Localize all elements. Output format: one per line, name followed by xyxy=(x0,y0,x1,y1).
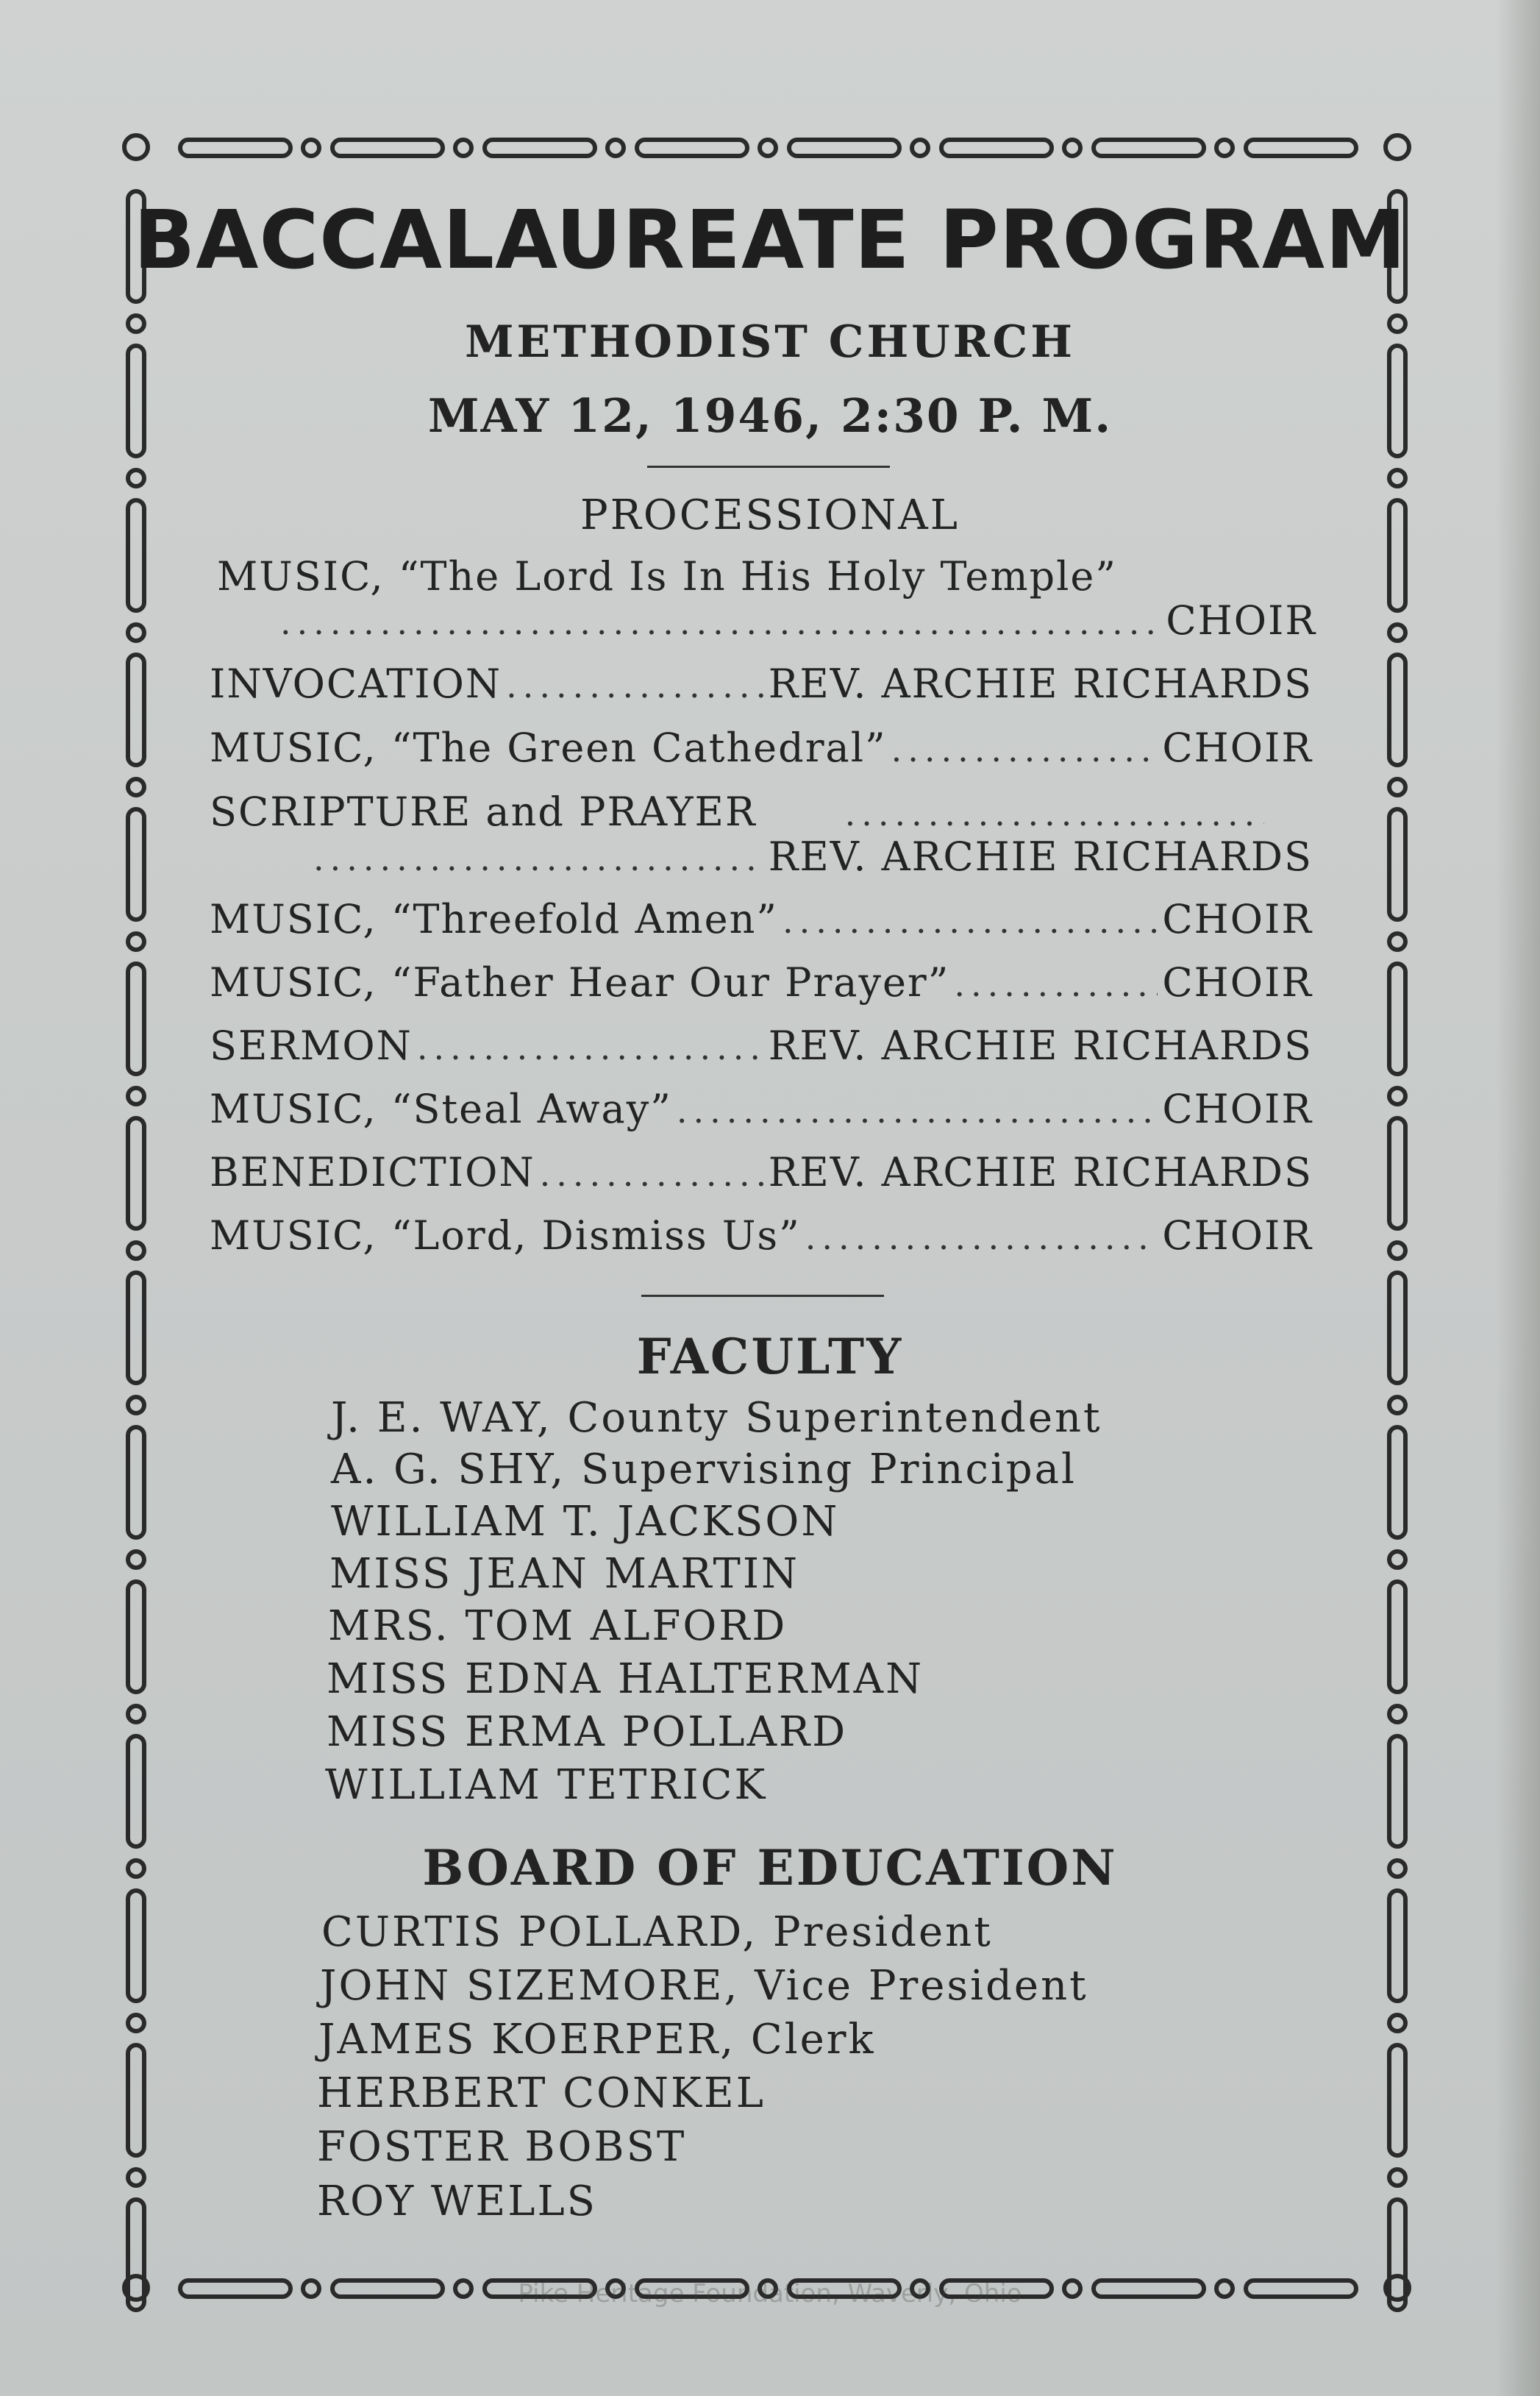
program-part: MUSIC, “Threefold Amen” xyxy=(210,896,779,942)
border-ring xyxy=(1389,1397,1405,1413)
leader-dots xyxy=(783,901,1158,941)
program-performer: REV. ARCHIE RICHARDS xyxy=(768,833,1313,880)
border-link xyxy=(1389,2045,1405,2155)
board-member: JAMES KOERPER, Clerk xyxy=(318,2016,876,2063)
watermark: Pike Heritage Foundation, Waverly, Ohio xyxy=(518,2279,1022,2308)
program-item xyxy=(210,661,1313,712)
program-item xyxy=(210,725,1313,776)
program-item xyxy=(210,789,1269,840)
program-performer: REV. ARCHIE RICHARDS xyxy=(768,661,1313,707)
border-ring xyxy=(912,140,928,156)
border-link xyxy=(1389,655,1405,765)
border-ring xyxy=(1389,2015,1405,2031)
divider xyxy=(641,1295,884,1297)
border-ring xyxy=(1064,140,1080,156)
border-ring xyxy=(1389,1243,1405,1259)
program-item-continuation xyxy=(309,833,1313,885)
border-ring xyxy=(128,1088,144,1104)
faculty-member: A. G. SHY, Supervising Principal xyxy=(331,1446,1077,1493)
processional-heading: PROCESSIONAL xyxy=(580,491,960,539)
border-ring xyxy=(128,470,144,486)
border-link xyxy=(1389,964,1405,1074)
leader-dots xyxy=(313,839,764,878)
border-ring xyxy=(1389,2169,1405,2186)
program-performer: CHOIR xyxy=(1162,896,1313,942)
border-link xyxy=(941,140,1052,156)
border-link xyxy=(128,809,144,920)
leader-dots xyxy=(506,666,764,705)
program-item xyxy=(210,896,1313,948)
faculty-member: WILLIAM TETRICK xyxy=(325,1761,768,1809)
divider xyxy=(647,466,890,468)
board-member: HERBERT CONKEL xyxy=(317,2069,766,2117)
faculty-member: MRS. TOM ALFORD xyxy=(328,1602,788,1650)
board-member: FOSTER BOBST xyxy=(317,2123,687,2171)
leader-dots xyxy=(280,602,1161,642)
church-name: METHODIST CHURCH xyxy=(465,316,1075,368)
faculty-member: J. E. WAY, County Superintendent xyxy=(331,1394,1102,1442)
border-corner xyxy=(1386,135,1409,159)
leader-dots xyxy=(540,1154,764,1194)
program-performer: REV. ARCHIE RICHARDS xyxy=(768,1023,1313,1069)
border-ring xyxy=(128,1243,144,1259)
program-part: MUSIC, “The Lord Is In His Holy Temple” xyxy=(217,553,1117,600)
faculty-member: WILLIAM T. JACKSON xyxy=(331,1498,840,1546)
border-corner xyxy=(124,135,148,159)
program-part: BENEDICTION xyxy=(210,1149,535,1195)
program-item xyxy=(210,959,1313,1011)
border-ring xyxy=(1389,1706,1405,1722)
border-ring xyxy=(128,779,144,795)
program-item xyxy=(210,1149,1313,1201)
program-part: INVOCATION xyxy=(210,661,502,707)
border-ring xyxy=(128,2015,144,2031)
program-part: SCRIPTURE and PRAYER xyxy=(210,789,757,835)
program-item xyxy=(210,1086,1313,1137)
program-performer: CHOIR xyxy=(1162,1212,1313,1259)
border-ring xyxy=(303,140,319,156)
program-performer: REV. ARCHIE RICHARDS xyxy=(768,1149,1313,1195)
leader-dots xyxy=(954,964,1158,1004)
border-link xyxy=(128,1582,144,1692)
border-ring xyxy=(128,934,144,950)
border-link xyxy=(485,140,595,156)
border-link xyxy=(128,1891,144,2001)
program-performer: CHOIR xyxy=(1166,597,1316,644)
border-link xyxy=(1389,809,1405,920)
border-link xyxy=(1389,1736,1405,1846)
border-link xyxy=(128,964,144,1074)
board-member: CURTIS POLLARD, President xyxy=(321,1908,993,1956)
border-link xyxy=(180,140,290,156)
board-heading: BOARD OF EDUCATION xyxy=(422,1839,1118,1896)
leader-dots xyxy=(677,1091,1158,1131)
border-link xyxy=(128,1427,144,1538)
leader-dots xyxy=(845,794,1264,833)
program-performer: CHOIR xyxy=(1162,1086,1313,1132)
faculty-member: MISS JEAN MARTIN xyxy=(329,1550,800,1598)
border-ring xyxy=(760,140,776,156)
border-link xyxy=(1094,140,1204,156)
faculty-member: MISS EDNA HALTERMAN xyxy=(327,1655,924,1703)
board-member: JOHN SIZEMORE, Vice President xyxy=(320,1962,1088,2010)
border-link xyxy=(128,1736,144,1846)
leader-dots xyxy=(891,730,1158,769)
leader-dots xyxy=(805,1217,1158,1257)
program-item-continuation xyxy=(276,597,1316,649)
border-link xyxy=(1246,140,1356,156)
event-date: MAY 12, 1946, 2:30 P. M. xyxy=(427,388,1113,443)
program-item xyxy=(210,1212,1313,1264)
page-title: BACCALAUREATE PROGRAM xyxy=(133,193,1407,287)
board-member: ROY WELLS xyxy=(317,2178,598,2225)
border-ring xyxy=(1389,779,1405,795)
program-part: MUSIC, “Steal Away” xyxy=(210,1086,672,1132)
border-ring xyxy=(128,625,144,641)
border-ring xyxy=(128,2169,144,2186)
program-performer: CHOIR xyxy=(1162,725,1313,771)
border-link xyxy=(1389,1582,1405,1692)
border-ring xyxy=(1216,140,1233,156)
border-ring xyxy=(128,1706,144,1722)
border-link xyxy=(1389,1891,1405,2001)
border-ring xyxy=(128,1397,144,1413)
border-link xyxy=(128,1118,144,1229)
border-link xyxy=(789,140,899,156)
leader-dots xyxy=(417,1028,764,1067)
faculty-member: MISS ERMA POLLARD xyxy=(327,1708,848,1756)
border-link xyxy=(637,140,747,156)
program-performer: CHOIR xyxy=(1162,959,1313,1006)
border-link xyxy=(128,2045,144,2155)
program-part: MUSIC, “The Green Cathedral” xyxy=(210,725,887,771)
program-part: MUSIC, “Father Hear Our Prayer” xyxy=(210,959,950,1006)
border-link xyxy=(1389,1118,1405,1229)
program-item xyxy=(210,1023,1313,1074)
border-ring xyxy=(1389,625,1405,641)
border-ring xyxy=(455,140,471,156)
border-ring xyxy=(1389,1088,1405,1104)
border-link xyxy=(128,655,144,765)
program-part: SERMON xyxy=(210,1023,413,1069)
border-ring xyxy=(1389,1551,1405,1568)
border-ring xyxy=(607,140,624,156)
border-ring xyxy=(128,1551,144,1568)
border-ring xyxy=(1389,470,1405,486)
border-link xyxy=(332,140,443,156)
faculty-heading: FACULTY xyxy=(636,1328,904,1385)
border-ring xyxy=(1389,934,1405,950)
program-part: MUSIC, “Lord, Dismiss Us” xyxy=(210,1212,801,1259)
border-link xyxy=(1389,1427,1405,1538)
